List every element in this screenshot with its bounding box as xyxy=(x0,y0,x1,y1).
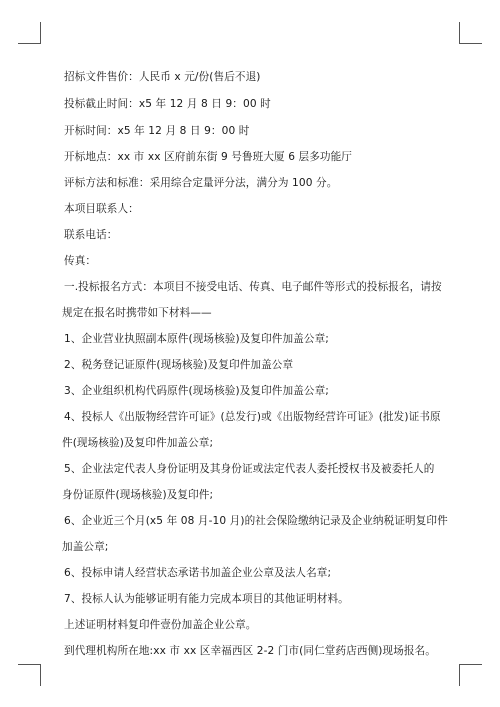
doc-line-item-6a: 6、企业近三个月(x5 年 08 月-10 月)的社会保险缴纳记录及企业纳税证明复印件 xyxy=(64,515,448,527)
doc-line-item-5: 5、企业法定代表人身份证明及其身份证或法定代表人委托授权书及被委托人的 xyxy=(64,463,435,475)
crop-mark-bottom-left-vertical xyxy=(40,664,41,686)
crop-mark-top-left-horizontal xyxy=(18,43,41,44)
doc-line-opening-location: 开标地点：xx 市 xx 区府前东街 9 号鲁班大厦 6 层多功能厅 xyxy=(64,151,352,163)
doc-line-copies-note: 上述证明材料复印件壹份加盖企业公章。 xyxy=(64,619,257,631)
crop-mark-bottom-right-horizontal xyxy=(459,664,482,665)
crop-mark-bottom-right-vertical xyxy=(459,664,460,686)
doc-line-price: 招标文件售价：人民币 x 元/份(售后不退) xyxy=(64,71,261,83)
doc-line-item-2: 2、税务登记证原件(现场核验)及复印件加盖公章 xyxy=(64,359,294,371)
doc-line-item-4: 4、投标人《出版物经营许可证》(总发行)或《出版物经营许可证》(批发)证书原 xyxy=(64,411,441,423)
doc-line-agency-location: 到代理机构所在地:xx 市 xx 区幸福西区 2-2 门市(同仁堂药店西侧)现场报名。 xyxy=(64,645,436,657)
doc-line-fax: 传真： xyxy=(64,255,97,267)
doc-line-item-1: 1、企业营业执照副本原件(现场核验)及复印件加盖公章; xyxy=(64,333,329,345)
doc-line-contact-person: 本项目联系人： xyxy=(64,203,139,215)
doc-line-item-4-cont: 件(现场核验)及复印件加盖公章; xyxy=(62,437,214,449)
crop-mark-top-left-vertical xyxy=(40,22,41,44)
crop-mark-top-right-horizontal xyxy=(459,43,482,44)
doc-line-opening-time: 开标时间：x5 年 12 月 8 日 9：00 时 xyxy=(64,125,250,137)
doc-line-registration-method: 一.投标报名方式：本项目不接受电话、传真、电子邮件等形式的投标报名，请按 xyxy=(64,281,442,293)
doc-line-evaluation-method: 评标方法和标准：采用综合定量评分法，满分为 100 分。 xyxy=(64,177,338,189)
doc-line-item-7: 7、投标人认为能够证明有能力完成本项目的其他证明材料。 xyxy=(64,593,349,605)
doc-line-item-6a-cont: 加盖公章; xyxy=(62,541,109,553)
doc-line-item-6b: 6、投标申请人经营状态承诺书加盖企业公章及法人名章; xyxy=(64,567,332,579)
doc-line-item-5-cont: 身份证原件(现场核验)及复印件; xyxy=(62,489,214,501)
doc-line-deadline: 投标截止时间：x5 年 12 月 8 日 9：00 时 xyxy=(64,98,271,110)
doc-line-item-3: 3、企业组织机构代码原件(现场核验)及复印件加盖公章; xyxy=(64,385,329,397)
crop-mark-bottom-left-horizontal xyxy=(18,664,41,665)
crop-mark-top-right-vertical xyxy=(459,22,460,44)
doc-line-phone: 联系电话： xyxy=(64,229,118,241)
doc-line-registration-method-cont: 规定在报名时携带如下材料—— xyxy=(62,307,212,319)
